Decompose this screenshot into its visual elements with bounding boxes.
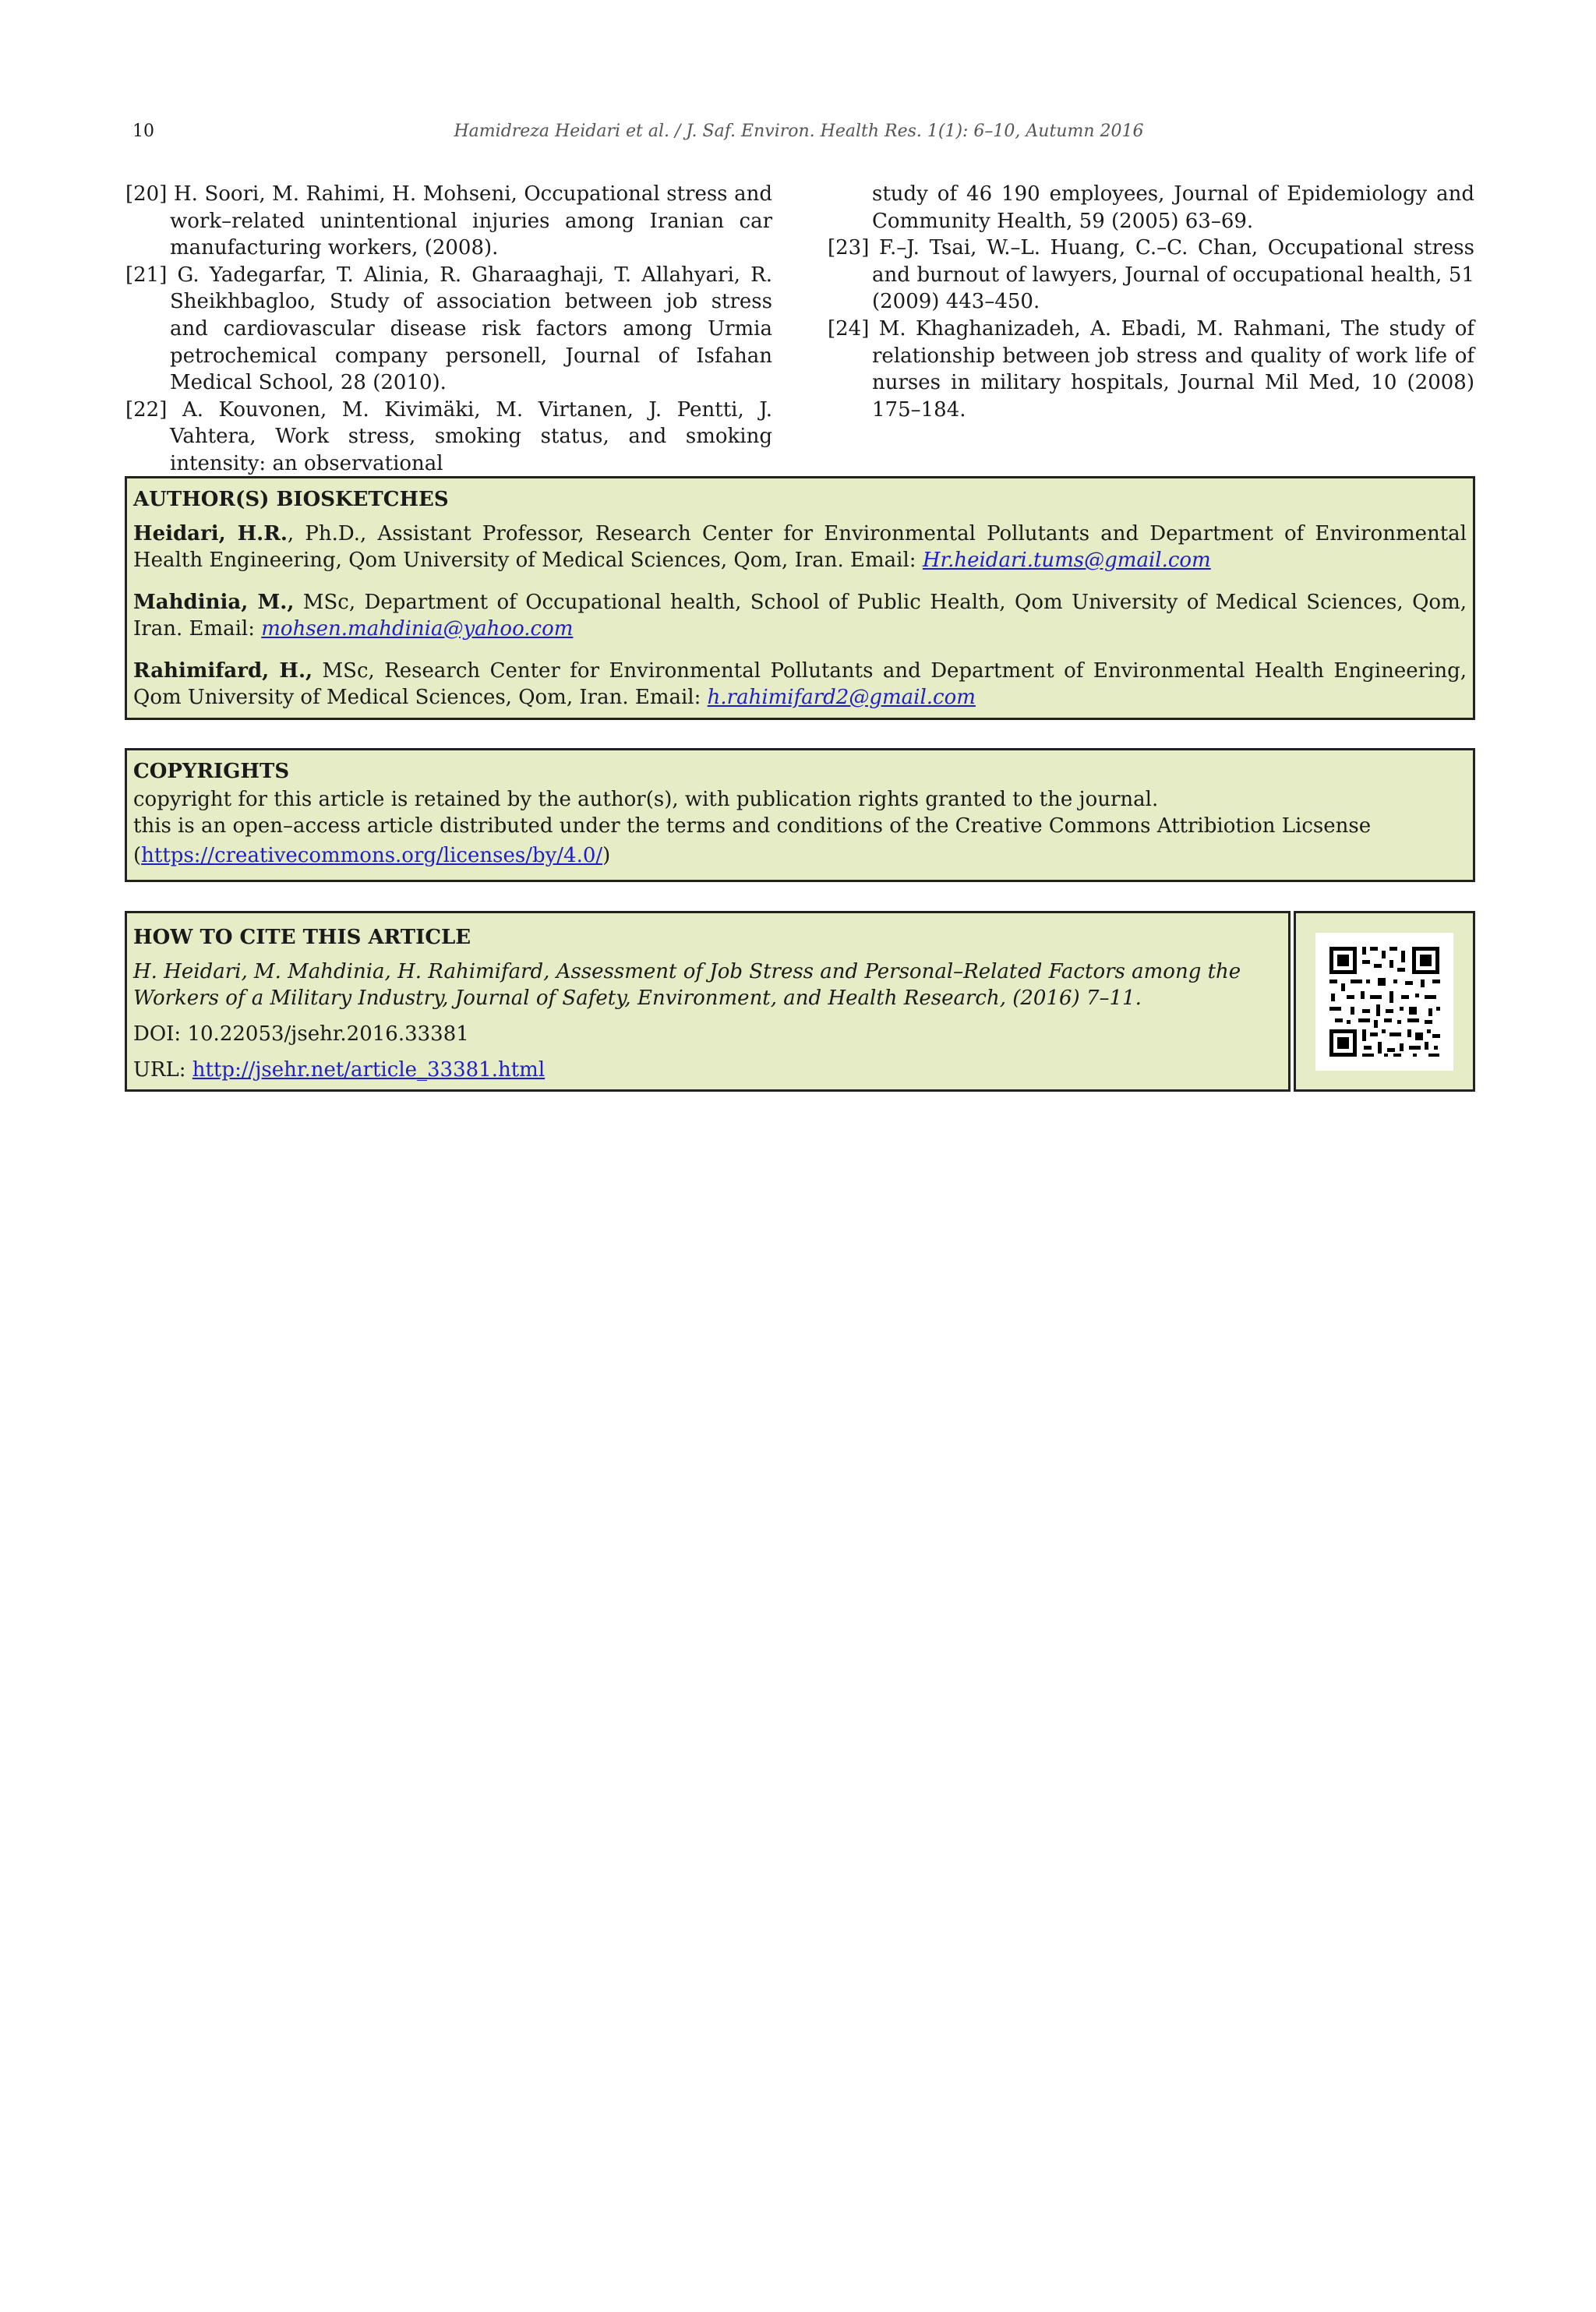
reference-item: [24] M. Khaghanizadeh, A. Ebadi, M. Rahmani, The study of relationship between job stress and quality of work life of nurses in military hospitals, Journal Mil Med, 10 (2008) 175–184. [828, 316, 1474, 422]
license-link[interactable]: https://creativecommons.org/licenses/by/4.0/ [141, 844, 603, 867]
doi-value: 10.22053/jsehr.2016.33381 [187, 1022, 469, 1046]
author-email-link[interactable]: mohsen.mahdinia@yahoo.com [261, 617, 574, 641]
qr-code-box [1294, 911, 1475, 1092]
copyrights-title: COPYRIGHTS [133, 760, 290, 783]
reference-continuation: study of 46 190 employees, Journal of Epidemiology and Community Health, 59 (2005) 63–69. [872, 182, 1474, 233]
biosketches-box [125, 476, 1475, 720]
references-right-column [828, 181, 1474, 423]
license-link-line: (https://creativecommons.org/licenses/by/4.0/) [133, 844, 611, 867]
references-left-column [125, 181, 772, 478]
license-line: this is an open–access article distributed under the terms and conditions of the Creative Commons Attribiotion Licsense [133, 814, 1372, 838]
author-bio: Heidari, H.R., Ph.D., Assistant Professor, Research Center for Environmental Pollutants and Department of Environmental Health Engineering, Qom University of Medical Sciences, Qom, Iran. Email: Hr.heidari.tums@gmail.com [133, 522, 1467, 572]
author-name: Heidari, H.R. [133, 522, 288, 545]
author-bio: Rahimifard, H., MSc, Research Center for Environmental Pollutants and Department of Environmental Health Engineering, Qom University of Medical Sciences, Qom, Iran. Email: h.rahimifard2@gmail.com [133, 659, 1467, 709]
author-email-link[interactable]: h.rahimifard2@gmail.com [707, 686, 976, 709]
reference-item: [20] H. Soori, M. Rahimi, H. Mohseni, Occupational stress and work–related unintentional injuries among Iranian car manufacturing workers, (2008). [125, 182, 772, 260]
reference-item: [22] A. Kouvonen, M. Kivimäki, M. Virtanen, J. Pentti, J. Vahtera, Work stress, smoking status, and smoking intensity: an observational [125, 397, 773, 475]
url-line: URL: http://jsehr.net/article_33381.html [133, 1058, 546, 1082]
qr-code[interactable] [1315, 933, 1453, 1071]
author-bio: Mahdinia, M., MSc, Department of Occupational health, School of Public Health, Qom University of Medical Sciences, Qom, Iran. Email: mohsen.mahdinia@yahoo.com [133, 591, 1467, 641]
citation-title: HOW TO CITE THIS ARTICLE [133, 926, 471, 949]
author-name: Rahimifard, H., [133, 659, 313, 683]
reference-item: [23] F.–J. Tsai, W.–L. Huang, C.–C. Chan, Occupational stress and burnout of lawyers, Journal of occupational health, 51 (2009) 443–450. [828, 236, 1474, 314]
article-url-link[interactable]: http://jsehr.net/article_33381.html [192, 1058, 546, 1082]
copyright-line: copyright for this article is retained by the author(s), with publication rights granted to the journal. [133, 788, 1159, 811]
copyrights-box [125, 748, 1475, 882]
citation-text: H. Heidari, M. Mahdinia, H. Rahimifard, Assessment of Job Stress and Personal–Related Factors among the Workers of a Military Industry, Journal of Safety, Environment, and Health Research, (2016) 7–11. [133, 960, 1241, 1010]
reference-item: [21] G. Yadegarfar, T. Alinia, R. Gharaaghaji, T. Allahyari, R. Sheikhbagloo, Study of association between job stress and cardiovascular disease risk factors among Urmia petrochemical company personell, Journal of Isfahan Medical School, 28 (2010). [125, 263, 773, 395]
author-name: Mahdinia, M., [133, 591, 295, 614]
biosketches-title: AUTHOR(S) BIOSKETCHES [133, 488, 449, 511]
citation-box [125, 911, 1291, 1092]
page-number: 10 [132, 122, 154, 141]
running-header: Hamidreza Heidari et al. / J. Saf. Environ. Health Res. 1(1): 6–10, Autumn 2016 [454, 122, 1144, 141]
author-email-link[interactable]: Hr.heidari.tums@gmail.com [922, 549, 1211, 572]
doi-line: DOI: 10.22053/jsehr.2016.33381 [133, 1022, 469, 1046]
